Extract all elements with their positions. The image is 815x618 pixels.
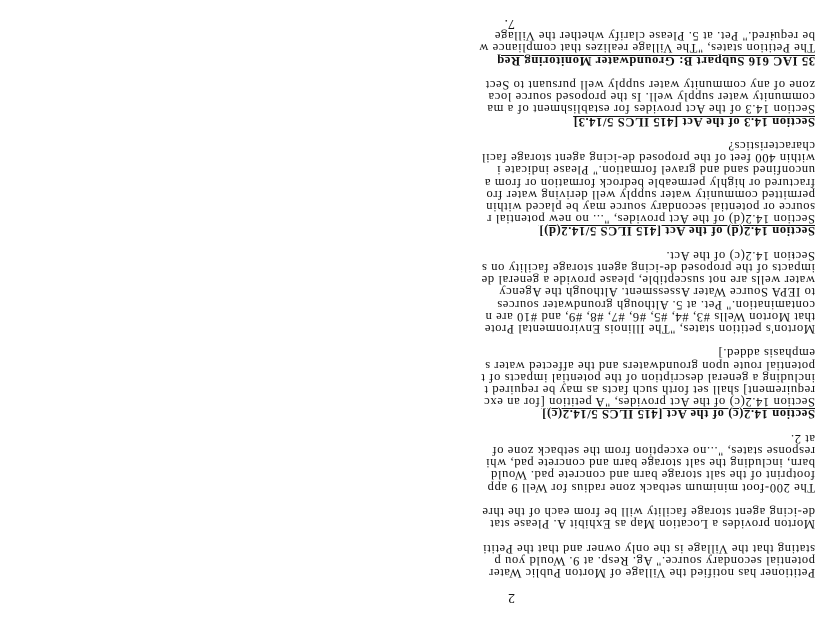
text-line: Morton's petition states, "The Illinois Environmental Prote xyxy=(484,322,815,336)
bottom-page-number: 7. xyxy=(504,16,515,31)
text-line: potential secondary source." Ag. Resp. at 9. Would you p xyxy=(493,553,815,568)
section-heading: 35 IAC 616 Subpart B: Groundwater Monitoring Req xyxy=(496,53,815,68)
text-line: impacts of the proposed de-icing agent storage facility on s xyxy=(481,261,815,275)
text-line: within 400 feet of the proposed de-icing agent storage facil xyxy=(481,151,815,166)
text-line: to IEPA Source Water Assessment. Although the Agency xyxy=(498,285,815,300)
text-line: characteristics? xyxy=(727,139,815,153)
section-heading: Section 14.2(c) of the Act [415 ILCS 5/14.2(c)] xyxy=(541,407,815,422)
text-line: The Petition states, "The Village realizes that compliance w xyxy=(478,41,815,56)
text-line: potential route upon groundwaters and the affected water s xyxy=(484,358,815,373)
text-line: source or potential secondary source may be placed within xyxy=(485,200,815,214)
text-line: at 2. xyxy=(790,431,815,446)
text-line: fractured or highly permeable bedrock formation or from a xyxy=(484,175,815,190)
text-line: stating that the Village is the only owner and that the Petiti xyxy=(482,541,815,556)
text-line: The 200-foot minimum setback zone radius for Well 9 app xyxy=(487,480,815,495)
text-line: unconfined sand and gravel formation." Please indicate i xyxy=(496,163,815,178)
text-line: Petitioner has notified the Village of Morton Public Water xyxy=(488,566,815,580)
text-line: that Morton Wells #3, #4, #5, #6, #7, #8, #9, and #10 are n xyxy=(484,309,815,324)
text-line: Section 14.3 of the Act provides for establishment of a ma xyxy=(486,102,815,117)
text-line: permitted community water supply well deriving water fro xyxy=(485,187,815,202)
text-line: response states, "...no exception from the setback zone of xyxy=(491,444,815,458)
text-line: Section 14.2(d) of the Act provides, "... no new potential r xyxy=(486,212,815,227)
section-heading: Section 14.3 of the Act [415 ILCS 5/14.3] xyxy=(573,114,815,129)
text-line: including a general description of the potential impacts of t xyxy=(480,370,815,385)
text-line: water wells are not susceptible, please provide a general de xyxy=(481,273,815,288)
text-line: Section 14.2(c) of the Act. xyxy=(665,248,815,263)
text-line: footprint of the salt storage barn and concrete pad. Would xyxy=(490,468,815,483)
text-line: de-icing agent storage facility will be from each of the thre xyxy=(481,505,815,519)
rotated-page xyxy=(195,5,815,605)
text-line: barn, including the salt storage barn and concrete pad, whi xyxy=(485,456,815,471)
text-line: be required." Pet. at 5. Please clarify whether the Village xyxy=(494,29,815,44)
text-line: requirement] shall set forth such facts as may be required t xyxy=(483,383,815,397)
text-line: contamination." Pet. at 5. Although groundwater sources xyxy=(496,297,815,312)
text-line: zone of any community water supply well pursuant to Sect xyxy=(485,78,815,92)
section-heading: Section 14.2(d) of the Act [415 ILCS 5/14.2(d)] xyxy=(538,224,815,239)
text-line: emphasis added.] xyxy=(717,346,815,361)
text-line: Morton provides a Location Map as Exhibit A. Please stat xyxy=(489,517,815,532)
top-page-number: 2 xyxy=(508,590,515,605)
text-line: community water supply well. Is the proposed source loca xyxy=(487,90,815,105)
text-line: Section 14.2(c) of the Act provides, "A petition [for an exc xyxy=(483,395,815,410)
